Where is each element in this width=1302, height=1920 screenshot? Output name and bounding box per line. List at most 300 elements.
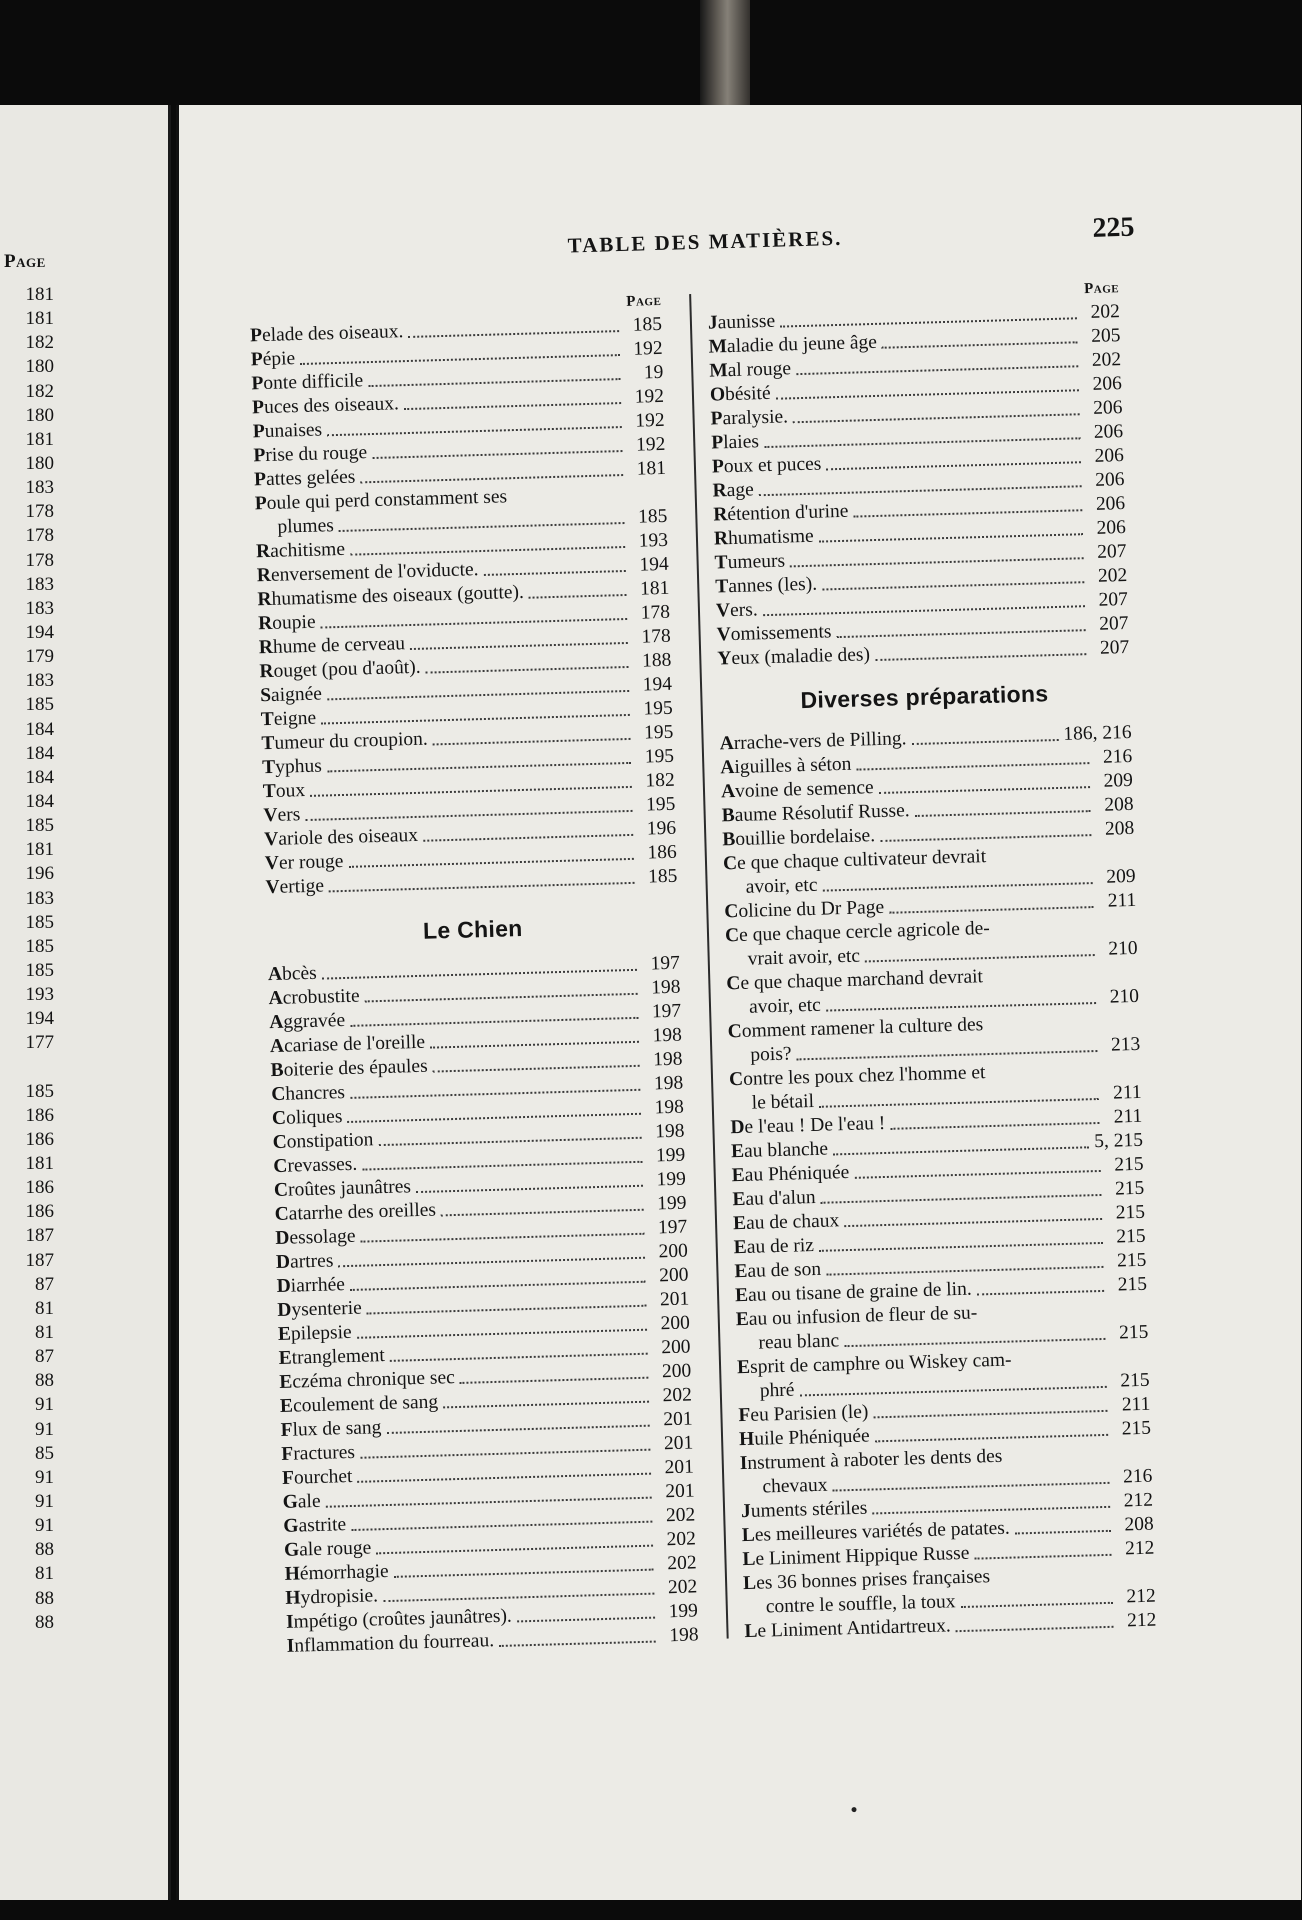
entry-term: Ponte difficile — [251, 370, 364, 395]
entry-page: 206 — [1094, 445, 1125, 467]
entry-page: 201 — [659, 1288, 690, 1311]
entry-term: Ce que chaque cultivateur devrait — [722, 846, 987, 875]
left-page-number: 85 — [35, 1442, 54, 1464]
entry-page: 199 — [668, 1600, 699, 1623]
entry-page: 213 — [1110, 1033, 1141, 1056]
dot-leader — [394, 1569, 654, 1578]
entry-page: 186 — [647, 841, 678, 864]
entry-term: Juments stériles — [740, 1497, 868, 1523]
entry-term: Tumeur du croupion. — [261, 728, 429, 755]
entry-page: 208 — [1104, 817, 1135, 840]
entry-page: 216 — [1102, 745, 1133, 768]
dot-leader — [430, 1041, 639, 1049]
entry-term: Eau de son — [734, 1258, 822, 1283]
left-page-number: 88 — [35, 1370, 54, 1392]
left-page-number: 183 — [25, 887, 54, 909]
entry-term: Esprit de camphre ou Wiskey cam- — [736, 1349, 1012, 1379]
dot-leader — [961, 1602, 1113, 1608]
entry-page: 202 — [665, 1504, 696, 1527]
entry-page: 215 — [1114, 1177, 1145, 1200]
dot-leader — [956, 1626, 1114, 1632]
left-page-number: 180 — [25, 404, 54, 426]
entry-term-continuation: le bétail — [751, 1090, 815, 1114]
entry-term: De l'eau ! De l'eau ! — [730, 1112, 886, 1139]
entry-page: 202 — [666, 1528, 697, 1551]
entry-term: Feu Parisien (le) — [738, 1401, 869, 1427]
entry-page: 215 — [1118, 1321, 1149, 1344]
entry-term: Tannes (les). — [715, 573, 818, 598]
dot-leader — [441, 1209, 644, 1217]
entry-term: Typhus — [261, 755, 323, 779]
entry-page: 202 — [662, 1384, 693, 1407]
entry-term: Vomissements — [716, 621, 832, 646]
entry-term-continuation: plumes — [277, 515, 335, 538]
dot-leader — [460, 1377, 649, 1384]
entry-page: 197 — [650, 952, 681, 975]
dot-leader — [822, 581, 1084, 590]
entry-page: 198 — [653, 1072, 684, 1095]
left-page-number: 186 — [25, 1104, 54, 1126]
entry-term: Tumeurs — [714, 550, 786, 574]
entry-page: 206 — [1095, 493, 1126, 515]
entry-term: Aggravée — [269, 1010, 346, 1034]
entry-term: Eau ou infusion de fleur de su- — [735, 1302, 978, 1331]
entry-page: 181 — [636, 457, 667, 480]
entry-page: 206 — [1092, 373, 1123, 395]
entry-page: 197 — [651, 1000, 682, 1023]
entry-page: 202 — [1090, 301, 1121, 323]
entry-page: 198 — [652, 1048, 683, 1071]
left-page-number: 185 — [25, 1080, 54, 1102]
entry-term: Acariase de l'oreille — [269, 1031, 426, 1058]
entry-term: Gale — [282, 1490, 321, 1513]
entry-page: 211 — [1121, 1393, 1151, 1416]
entry-page: 178 — [641, 625, 671, 648]
entry-page: 199 — [655, 1144, 686, 1167]
left-page-number: 182 — [25, 332, 54, 354]
dot-leader — [404, 402, 621, 410]
entry-page: 200 — [658, 1264, 689, 1287]
entry-term: Dessolage — [275, 1225, 356, 1250]
entry-page: 198 — [669, 1624, 699, 1647]
entry-page: 178 — [640, 601, 671, 624]
entry-page: 210 — [1109, 985, 1140, 1008]
entry-page: 185 — [647, 865, 678, 888]
entry-term: Baume Résolutif Russe. — [721, 800, 910, 827]
entry-term: Aiguilles à séton — [720, 753, 852, 779]
left-page-number: 186 — [25, 1201, 54, 1223]
entry-page: 200 — [660, 1336, 691, 1359]
entry-term: Chancres — [271, 1082, 346, 1106]
entry-page: 192 — [635, 433, 666, 456]
dot-leader — [915, 810, 1091, 817]
entry-term: Bouillie bordelaise. — [722, 825, 876, 851]
entry-list — [256, 529, 678, 900]
entry-term: Poux et puces — [711, 453, 822, 478]
left-page-number: 88 — [35, 1539, 54, 1561]
entry-page: 194 — [639, 553, 669, 576]
dot-leader — [865, 954, 1095, 962]
entry-page: 195 — [643, 721, 674, 744]
entry-term: Eau d'alun — [732, 1186, 816, 1211]
entry-term: Eau de chaux — [732, 1210, 840, 1235]
scan-speck — [851, 1807, 856, 1812]
left-facing-page — [0, 105, 171, 1900]
entry-term: Pattes gelées — [253, 466, 356, 491]
left-page-number: 183 — [25, 573, 54, 595]
dot-leader — [833, 1146, 1089, 1155]
entry-page: 200 — [661, 1360, 692, 1383]
left-page-number: 178 — [25, 525, 54, 547]
entry-term: Paralysie. — [710, 406, 789, 430]
dot-leader — [423, 834, 633, 842]
entry-term: Maladie du jeune âge — [708, 331, 878, 358]
dot-leader — [875, 653, 1086, 661]
entry-term: Etranglement — [278, 1345, 386, 1369]
entry-page: 215 — [1120, 1369, 1150, 1392]
entry-page: 206 — [1092, 397, 1123, 419]
entry-term: Flux de sang — [280, 1417, 382, 1441]
page-number: 225 — [1092, 211, 1135, 244]
entry-page: 215 — [1121, 1417, 1152, 1440]
entry-term: Ce que chaque marchand devrait — [726, 966, 984, 995]
left-page-number: 177 — [25, 1032, 54, 1054]
left-page-number: 187 — [25, 1225, 54, 1247]
left-page-number: 183 — [25, 597, 54, 619]
entry-term: Abcès — [267, 962, 317, 986]
entry-term: Catarrhe des oreilles — [274, 1199, 437, 1226]
dot-leader — [408, 330, 619, 338]
entry-page: 208 — [1104, 793, 1134, 816]
dot-leader — [390, 1353, 648, 1362]
entry-page: 185 — [637, 505, 668, 528]
entry-page: 215 — [1115, 1201, 1146, 1224]
dot-leader — [872, 1506, 1110, 1515]
left-page-number: 185 — [25, 935, 54, 957]
running-head: TABLE DES MATIÈRES. — [567, 225, 843, 258]
entry-page: 201 — [663, 1432, 694, 1455]
entry-term-continuation: vrait avoir, etc — [747, 945, 861, 970]
entry-page: 188 — [641, 649, 672, 672]
left-page-number — [0, 1056, 54, 1080]
left-page-number: 178 — [25, 501, 54, 523]
entry-term: Roupie — [257, 611, 316, 635]
entry-page: 195 — [645, 793, 676, 816]
entry-term: Pépie — [250, 348, 296, 371]
entry-page: 185 — [632, 313, 663, 336]
entry-term: Rhumatisme des oiseaux (goutte). — [257, 581, 525, 611]
left-page-number: 181 — [25, 1153, 54, 1175]
entry-term: Inflammation du fourreau. — [286, 1630, 495, 1657]
entry-page: 206 — [1094, 469, 1125, 491]
entry-term: Instrument à raboter les dents des — [739, 1445, 1003, 1475]
entry-term: Fractures — [281, 1441, 356, 1465]
dot-leader — [844, 1338, 1105, 1347]
entry-term: Obésité — [709, 382, 771, 406]
entry-term: Comment ramener la culture des — [727, 1014, 984, 1043]
left-page-number: 87 — [35, 1273, 54, 1295]
entry-term: Dysenterie — [277, 1297, 363, 1322]
left-page-number: 91 — [35, 1491, 54, 1513]
left-page-number: 194 — [25, 621, 54, 643]
entry-term: Eau Phéniquée — [731, 1161, 850, 1187]
dot-leader — [889, 906, 1093, 914]
left-page-number: 181 — [25, 839, 54, 861]
entry-page: 198 — [654, 1120, 685, 1143]
left-page-number: 91 — [35, 1515, 54, 1537]
left-page-number: 88 — [35, 1587, 54, 1609]
left-page-header: Page — [4, 251, 46, 272]
dot-leader — [443, 1401, 649, 1409]
entry-page: 209 — [1103, 769, 1134, 792]
entry-term: Jaunisse — [707, 310, 776, 334]
entry-page: 192 — [633, 337, 663, 360]
entry-page: 195 — [643, 697, 673, 720]
entry-page: 206 — [1093, 421, 1124, 443]
entry-term: Colicine du Dr Page — [724, 896, 885, 923]
entry-page: 199 — [656, 1168, 687, 1191]
left-page-number: 196 — [25, 863, 54, 885]
dot-leader — [433, 1065, 640, 1073]
dot-leader — [977, 1290, 1104, 1296]
entry-term: Ce que chaque cercle agricole de- — [724, 917, 990, 947]
left-page-number: 180 — [25, 356, 54, 378]
left-page-number-list — [0, 283, 54, 1635]
left-page-number: 186 — [25, 1128, 54, 1150]
dot-leader — [410, 642, 628, 650]
left-page-number: 184 — [25, 742, 54, 764]
entry-term: Renversement de l'oviducte. — [256, 559, 479, 587]
entry-term: Ver rouge — [264, 850, 344, 875]
dot-leader — [360, 474, 623, 483]
dot-leader — [880, 834, 1091, 842]
left-page-number: 91 — [35, 1394, 54, 1416]
right-column — [707, 280, 1157, 1644]
entry-term: Les 36 bonnes prises françaises — [742, 1566, 991, 1595]
column-header-page: Page — [1083, 280, 1120, 298]
entry-term: Rage — [712, 479, 755, 502]
dot-leader — [529, 594, 627, 599]
entry-term: Vers. — [715, 599, 758, 622]
left-page-number: 184 — [25, 766, 54, 788]
entry-term: Teigne — [260, 707, 317, 731]
entry-page: 202 — [667, 1576, 698, 1599]
entry-page: 202 — [667, 1552, 697, 1575]
left-page-number: 180 — [25, 452, 54, 474]
left-page-number: 81 — [35, 1563, 54, 1585]
left-page-number: 187 — [25, 1249, 54, 1271]
left-page-number: 185 — [25, 959, 54, 981]
left-page-number: 183 — [25, 477, 54, 499]
dot-leader — [426, 666, 629, 674]
entry-term: Fourchet — [281, 1465, 353, 1489]
entry-term: Eau de riz — [733, 1235, 815, 1259]
entry-term: Puces des oiseaux. — [251, 393, 400, 419]
entry-term: Constipation — [272, 1129, 374, 1154]
entry-page: 208 — [1124, 1513, 1154, 1536]
entry-term: Boiterie des épaules — [270, 1055, 428, 1082]
dot-leader — [416, 1185, 643, 1193]
entry-page: 215 — [1116, 1225, 1146, 1248]
left-page-number: 185 — [25, 815, 54, 837]
left-page-number: 181 — [25, 308, 54, 330]
entry-page: 201 — [664, 1456, 695, 1479]
dot-leader — [974, 1554, 1111, 1560]
entry-term: Les meilleures variétés de patates. — [741, 1517, 1011, 1547]
left-page-number: 91 — [35, 1466, 54, 1488]
entry-term: Avoine de semence — [720, 777, 874, 803]
left-page-number: 182 — [25, 380, 54, 402]
dot-leader — [433, 738, 631, 746]
entry-page: 215 — [1117, 1273, 1148, 1296]
left-page-number: 183 — [25, 670, 54, 692]
entry-term: Eczéma chronique sec — [279, 1367, 456, 1393]
entry-page: 207 — [1098, 612, 1129, 635]
entry-term: Variole des oiseaux — [263, 824, 419, 851]
entry-page: 197 — [657, 1216, 688, 1239]
left-page-number: 185 — [25, 911, 54, 933]
entry-page: 199 — [656, 1192, 687, 1215]
page-content — [154, 90, 1302, 1916]
left-page-number: 91 — [35, 1418, 54, 1440]
entry-term: Rouget (pou d'août). — [259, 656, 421, 683]
entry-term: Rétention d'urine — [713, 500, 849, 526]
entry-term: Contre les poux chez l'homme et — [728, 1062, 986, 1091]
entry-page: 207 — [1098, 588, 1129, 611]
entry-term: Rhume de cerveau — [258, 633, 406, 659]
entry-term: Dartres — [275, 1250, 334, 1274]
left-page-number: 88 — [35, 1611, 54, 1633]
entry-term-continuation: avoir, etc — [748, 994, 822, 1018]
entry-term-continuation: pois? — [750, 1043, 792, 1066]
entry-term: Poule qui perd constamment ses — [254, 486, 508, 515]
entry-page: 206 — [1096, 517, 1127, 539]
entry-term: Coliques — [271, 1106, 343, 1130]
entry-list — [268, 952, 699, 1659]
entry-term: Le Liniment Antidartreux. — [744, 1615, 952, 1643]
entry-page: 212 — [1123, 1489, 1154, 1512]
left-page-number: 81 — [35, 1322, 54, 1344]
entry-term: Plaies — [711, 431, 760, 454]
entry-term: Arrache-vers de Pilling. — [719, 728, 907, 755]
dot-leader — [517, 1617, 655, 1623]
entry-term: Acrobustite — [268, 985, 360, 1010]
entry-page: 5, 215 — [1093, 1129, 1144, 1153]
entry-list — [708, 300, 1130, 671]
entry-page: 195 — [644, 745, 675, 768]
entry-page: 205 — [1090, 325, 1121, 347]
entry-term: Epilepsie — [277, 1321, 352, 1345]
dot-leader — [854, 1170, 1100, 1179]
dot-leader — [484, 570, 626, 576]
entry-term: Hémorrhagie — [284, 1561, 389, 1585]
entry-term: Gale rouge — [283, 1537, 372, 1561]
entry-term: Diarrhée — [276, 1274, 346, 1298]
entry-term: Mal rouge — [708, 358, 792, 382]
right-page — [176, 105, 1301, 1900]
dot-leader — [890, 1122, 1099, 1130]
entry-term: Eau ou tisane de graine de lin. — [734, 1278, 972, 1307]
dot-leader — [1015, 1530, 1111, 1535]
entry-term: Yeux (maladie des) — [717, 644, 871, 670]
left-page-number: 194 — [25, 1008, 54, 1030]
left-page-number: 179 — [25, 646, 54, 668]
entry-term: Eau blanche — [730, 1138, 829, 1163]
entry-page: 202 — [1097, 564, 1128, 587]
entry-page: 198 — [654, 1096, 685, 1119]
entry-term: Vers — [263, 804, 301, 827]
section-title-diverses-preparations: Diverses préparations — [800, 680, 1049, 714]
left-page-number: 81 — [35, 1297, 54, 1319]
left-page-number: 184 — [25, 718, 54, 740]
entry-list — [719, 721, 1156, 1644]
dot-leader — [819, 533, 1083, 542]
entry-page: 211 — [1113, 1105, 1143, 1128]
column-header-page: Page — [626, 292, 662, 310]
entry-term-continuation: reau blanc — [758, 1330, 840, 1354]
entry-term: Rachitisme — [255, 538, 346, 563]
entry-term: Ecoulement de sang — [279, 1391, 439, 1417]
entry-term: Hydropisie. — [285, 1585, 379, 1609]
dot-leader — [874, 1410, 1108, 1419]
entry-term: Huile Phéniquée — [738, 1425, 870, 1451]
left-page-number: 185 — [25, 694, 54, 716]
dot-leader — [844, 1218, 1102, 1227]
dot-leader — [379, 1137, 642, 1146]
entry-page: 210 — [1108, 937, 1138, 960]
entry-page: 192 — [634, 385, 665, 408]
entry-page: 200 — [658, 1240, 689, 1263]
entry-page: 211 — [1112, 1081, 1142, 1104]
entry-page: 207 — [1096, 541, 1127, 563]
entry-term-continuation: phré — [759, 1379, 795, 1402]
dot-leader — [387, 1425, 650, 1434]
entry-page: 216 — [1122, 1465, 1153, 1488]
entry-term: Pelade des oiseaux. — [249, 321, 404, 347]
entry-term: Toux — [262, 780, 306, 803]
entry-page: 201 — [663, 1408, 693, 1431]
left-page-number: 184 — [25, 790, 54, 812]
dot-leader — [368, 378, 620, 387]
entry-term: Le Liniment Hippique Russe — [742, 1542, 970, 1571]
entry-term: Gastrite — [283, 1514, 347, 1537]
dot-leader — [826, 461, 1081, 470]
entry-page: 200 — [660, 1312, 691, 1335]
entry-page: 194 — [642, 673, 673, 696]
entry-page: 182 — [645, 769, 675, 792]
dot-leader — [372, 450, 622, 459]
entry-page: 215 — [1114, 1153, 1144, 1176]
entry-term: Impétigo (croûtes jaunâtres). — [285, 1605, 513, 1633]
entry-term-continuation: contre le souffle, la toux — [765, 1591, 956, 1618]
left-column — [249, 293, 699, 1659]
entry-page: 201 — [665, 1480, 695, 1503]
entry-page: 212 — [1126, 1585, 1156, 1608]
entry-page: 198 — [652, 1024, 683, 1047]
entry-page: 198 — [650, 976, 681, 999]
dot-leader — [854, 509, 1083, 517]
entry-term: Punaises — [252, 419, 323, 443]
entry-term-continuation: chevaux — [762, 1474, 828, 1498]
entry-term: Croûtes jaunâtres — [273, 1176, 412, 1202]
entry-page: 19 — [643, 361, 664, 384]
entry-page: 212 — [1124, 1537, 1155, 1560]
entry-term: Saignée — [259, 683, 323, 707]
entry-term: Prise du rouge — [253, 442, 368, 467]
left-page-number: 181 — [25, 428, 54, 450]
entry-term: Crevasses. — [273, 1153, 358, 1178]
entry-term-continuation: avoir, etc — [745, 874, 818, 898]
